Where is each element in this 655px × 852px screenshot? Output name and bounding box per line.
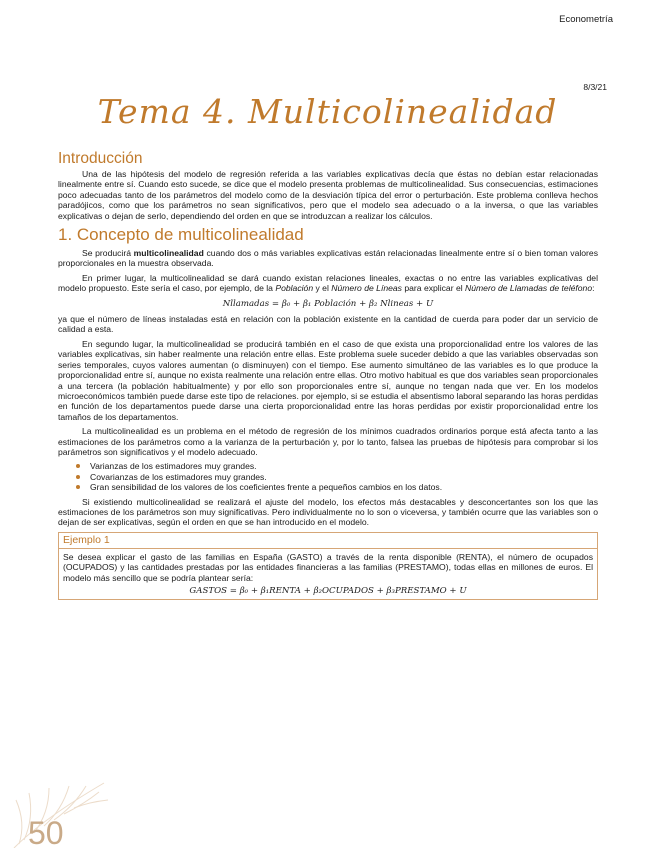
list-item-text: Gran sensibilidad de los valores de los coeficientes frente a pequeños cambios en los datos. xyxy=(90,482,443,493)
header-date: 8/3/21 xyxy=(583,82,607,92)
page-title: Tema 4. Multicolinealidad xyxy=(97,92,558,131)
list-item xyxy=(90,482,598,492)
section-heading: 1. Concepto de multicolinealidad xyxy=(58,225,304,245)
first-case-colon: : xyxy=(592,283,595,294)
document-body xyxy=(58,150,598,600)
example-text: Se desea explicar el gasto de las familias en España (GASTO) a través de la renta disponible (RENTA), el número de ocupados (OCUPADOS) y las cantidades prestadas por las entidades financieras a las familias (PRESTAMO), todas ellas en millones de euros. El modelo más sencillo que se podría plantear sería: xyxy=(63,551,593,583)
list-item xyxy=(90,461,598,471)
header-course: Econometría xyxy=(559,14,613,25)
problem-paragraph: La multicolinealidad es un problema en el método de regresión de los mínimos cuadrados ordinarios porque está afecta tanto a las estimaciones de los parámetros como a la varianza de la perturbación y, por lo tanto, falsea las pruebas de hipótesis para comprobar si los parámetros son significativos y el modelo adecuado. xyxy=(58,426,598,457)
first-case-joiner: y el xyxy=(313,283,332,294)
second-case-paragraph: En segundo lugar, la multicolinealidad se producirá también en el caso de que exista una proporcionalidad entre los valores de las variables explicativas, sin haber realmente una relación entre ellas. Este problema suele suceder debido a que las variables observadas son series temporales, cuyos valores aumentan (o disminuyen) con el tiempo. Ese aumento simultáneo de las variables es lo que produce la proporcionalidad entre sí, aunque no exista realmente una relación entre ellas. Otro motivo habitual es que dos variables sean proporcionales a una tercera (la población habitualmente) y por ello son proporcionales entre sí, aunque no tengan nada que ver. En los modelos microeconómicos también puede darse este tipo de relaciones. por ejemplo, si se estudia el absentismo laboral separando las horas perdidas en función de los departamentos puede darse una cierta proporcionalidad entre las horas perdidas por existir proporcionalidad entre los tamaños de los departamentos. xyxy=(58,338,598,422)
effects-paragraph: Si existiendo multicolinealidad se realizará el ajuste del modelo, los efectos más destacables y desconcertantes son los que las estimaciones de los parámetros son muy significativas. Pero individualmente no lo son o viceversa, y también ocurre que las variables son o dejan de ser explicativas, según el orden en que se han introducido en el modelo. xyxy=(58,496,598,528)
consequences-list xyxy=(58,461,598,492)
example-body xyxy=(59,549,597,600)
list-item xyxy=(90,472,598,482)
list-item-text: Covarianzas de los estimadores muy grandes. xyxy=(90,471,267,482)
formula-gastos: GASTOS = β₀ + β₁RENTA + β₂OCUPADOS + β₃PRESTAMO + U xyxy=(189,586,467,596)
page-number: 50 xyxy=(28,815,64,851)
bullet-icon xyxy=(76,485,80,489)
intro-heading: Introducción xyxy=(58,150,143,167)
definition-paragraph xyxy=(58,248,598,269)
intro-paragraph: Una de las hipótesis del modelo de regresión referida a las variables explicativas decía que éstas no debían estar relacionadas linealmente entre sí. Cuando esto sucede, se dice que el modelo presenta problemas de multicolinealidad. Sus consecuencias, estimaciones poco adecuadas tanto de los parámetros del modelo como de la desviación típica del error o perturbación. Este problema conlleva hechos paradójicos, como que los parámetros no sean significativos, pero que el modelo sea adecuado o a la inversa, o que las variables explicativas o dejan de serlo, dependiendo del orden en que se introduzcan a realizar los cálculos. xyxy=(58,169,598,221)
example-box xyxy=(58,532,598,601)
term-numero-lineas: Número de Líneas xyxy=(331,283,402,294)
definition-lead: Se producirá xyxy=(82,248,134,259)
first-case-paragraph xyxy=(58,273,598,294)
formula-llamadas: Nllamadas = β₀ + β₁ Población + β₂ Nlineas + U xyxy=(222,298,434,309)
term-numero-llamadas: Número de Llamadas de teléfono xyxy=(465,283,593,294)
bullet-icon xyxy=(76,464,80,468)
first-case-lead: En primer lugar, la multicolinealidad se dará cuando existan relaciones lineales, exactas o no entre las variables explicativas del modelo propuesto. Este sería el caso, por ejemplo, de la xyxy=(58,272,598,294)
bullet-icon xyxy=(76,475,80,479)
list-item-text: Varianzas de los estimadores muy grandes. xyxy=(90,461,257,472)
term-poblacion: Población xyxy=(275,283,314,294)
definition-rest: cuando dos o más variables explicativas están relacionadas linealmente entre sí o bien toman valores proporcionales en la muestra observada. xyxy=(58,248,598,269)
definition-term: multicolinealidad xyxy=(133,248,204,259)
example-title: Ejemplo 1 xyxy=(59,533,597,549)
formula-explanation: ya que el número de líneas instaladas está en relación con la población existente en la cantidad de cuerda para poder dar un servicio de calidad a esta. xyxy=(58,314,598,335)
first-case-joiner2: para explicar el xyxy=(401,283,466,294)
